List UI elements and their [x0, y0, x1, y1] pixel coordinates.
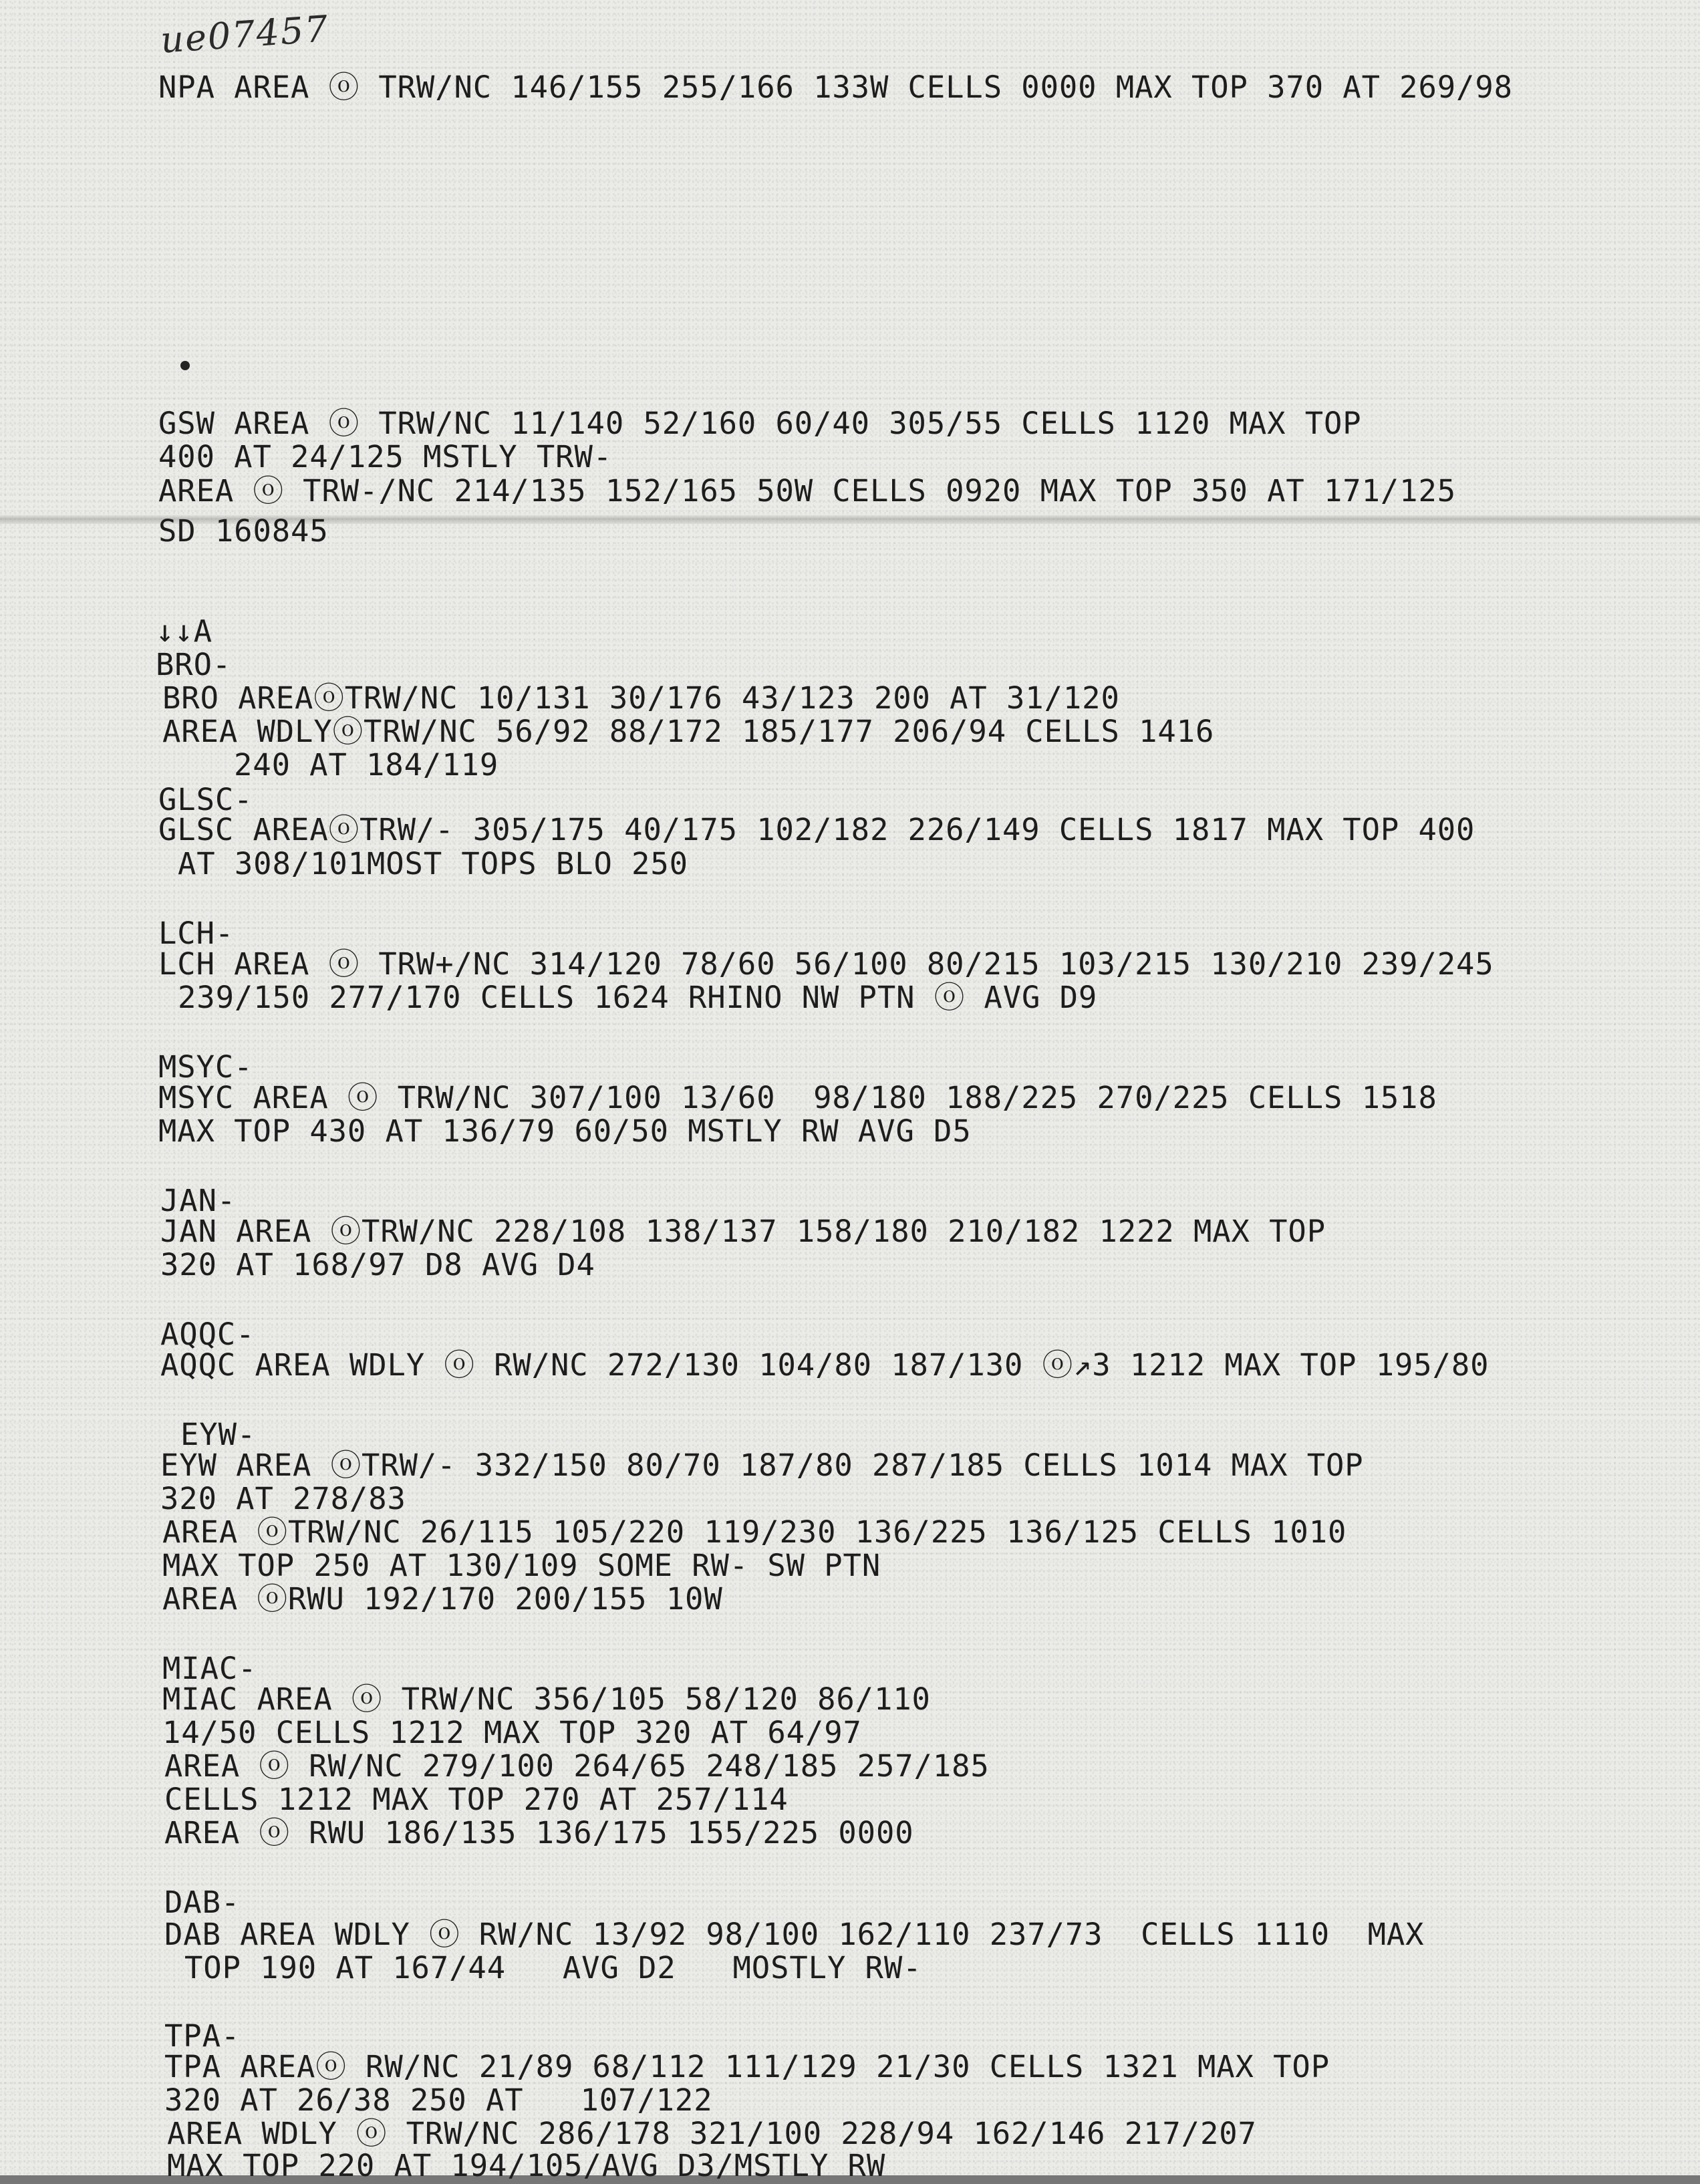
report-line: MAX TOP 220 AT 194/105/AVG D3/MSTLY RW	[167, 2148, 886, 2183]
report-line: LCH AREA ⓞ TRW+/NC 314/120 78/60 56/100 80/215 103/215 130/210 239/245	[158, 946, 1494, 982]
report-line: AQQC AREA WDLY ⓞ RW/NC 272/130 104/80 187/130 ⓞ↗3 1212 MAX TOP 195/80	[160, 1347, 1490, 1383]
station-header: LCH-	[158, 916, 235, 951]
report-line: 320 AT 168/97 D8 AVG D4	[160, 1247, 595, 1282]
report-line: BRO AREAⓞTRW/NC 10/131 30/176 43/123 200 AT 31/120	[162, 680, 1120, 716]
report-line: TOP 190 AT 167/44 AVG D2 MOSTLY RW-	[184, 1950, 922, 1986]
report-line: 320 AT 26/38 250 AT 107/122	[164, 2082, 713, 2118]
report-line: MIAC AREA ⓞ TRW/NC 356/105 58/120 86/110	[162, 1681, 931, 1717]
report-line: DAB AREA WDLY ⓞ RW/NC 13/92 98/100 162/110 237/73 CELLS 1110 MAX	[164, 1917, 1425, 1952]
report-line: 14/50 CELLS 1212 MAX TOP 320 AT 64/97	[162, 1715, 862, 1750]
report-line: AREA WDLY ⓞ TRW/NC 286/178 321/100 228/94 162/146 217/207	[167, 2116, 1257, 2151]
report-line: AREA ⓞ RW/NC 279/100 264/65 248/185 257/185	[164, 1748, 990, 1784]
station-header: AQQC-	[160, 1317, 255, 1352]
report-line: MSYC AREA ⓞ TRW/NC 307/100 13/60 98/180 188/225 270/225 CELLS 1518	[158, 1080, 1437, 1115]
report-line: SD 160845	[158, 513, 329, 549]
station-header: MSYC-	[158, 1049, 253, 1085]
report-line: 239/150 277/170 CELLS 1624 RHINO NW PTN ⓞ AVG D9	[178, 980, 1098, 1015]
report-line: AT 308/101MOST TOPS BLO 250	[178, 846, 688, 881]
report-line: 240 AT 184/119	[234, 747, 499, 783]
station-header: BRO-	[156, 647, 232, 682]
station-header: MIAC-	[162, 1651, 257, 1686]
station-header: TPA-	[164, 2018, 241, 2054]
report-line: NPA AREA ⓞ TRW/NC 146/155 255/166 133W CELLS 0000 MAX TOP 370 AT 269/98	[158, 70, 1513, 105]
report-line: MAX TOP 250 AT 130/109 SOME RW- SW PTN	[162, 1548, 881, 1583]
report-line: AREA WDLYⓞTRW/NC 56/92 88/172 185/177 206/94 CELLS 1416	[162, 714, 1215, 749]
report-line: AREA ⓞRWU 192/170 200/155 10W	[162, 1581, 723, 1617]
report-line: 320 AT 278/83	[160, 1481, 406, 1516]
report-line: TPA AREAⓞ RW/NC 21/89 68/112 111/129 21/30 CELLS 1321 MAX TOP	[164, 2049, 1330, 2084]
report-line: AREA ⓞ TRW-/NC 214/135 152/165 50W CELLS 0920 MAX TOP 350 AT 171/125	[158, 473, 1457, 509]
report-line: GSW AREA ⓞ TRW/NC 11/140 52/160 60/40 305/55 CELLS 1120 MAX TOP	[158, 406, 1362, 441]
station-header: GLSC-	[158, 782, 253, 817]
report-line: CELLS 1212 MAX TOP 270 AT 257/114	[164, 1782, 789, 1817]
report-line: AREA ⓞTRW/NC 26/115 105/220 119/230 136/225 136/125 CELLS 1010	[162, 1514, 1347, 1550]
report-line: AREA ⓞ RWU 186/135 136/175 155/225 0000	[164, 1815, 914, 1851]
report-line: JAN AREA ⓞTRW/NC 228/108 138/137 158/180 210/182 1222 MAX TOP	[160, 1214, 1326, 1249]
station-header: JAN-	[160, 1183, 237, 1218]
report-line: MAX TOP 430 AT 136/79 60/50 MSTLY RW AVG D5	[158, 1113, 972, 1149]
report-line: GLSC AREAⓞTRW/- 305/175 40/175 102/182 226/149 CELLS 1817 MAX TOP 400	[158, 812, 1475, 847]
handwritten-note: ue07457	[159, 7, 331, 61]
station-header: EYW-	[180, 1417, 257, 1452]
report-line: 400 AT 24/125 MSTLY TRW-	[158, 439, 613, 474]
station-header: DAB-	[164, 1885, 241, 1920]
report-line: EYW AREA ⓞTRW/- 332/150 80/70 187/80 287/185 CELLS 1014 MAX TOP	[160, 1448, 1364, 1483]
report-line: ↓↓A	[156, 613, 212, 649]
ink-dot	[180, 361, 190, 370]
